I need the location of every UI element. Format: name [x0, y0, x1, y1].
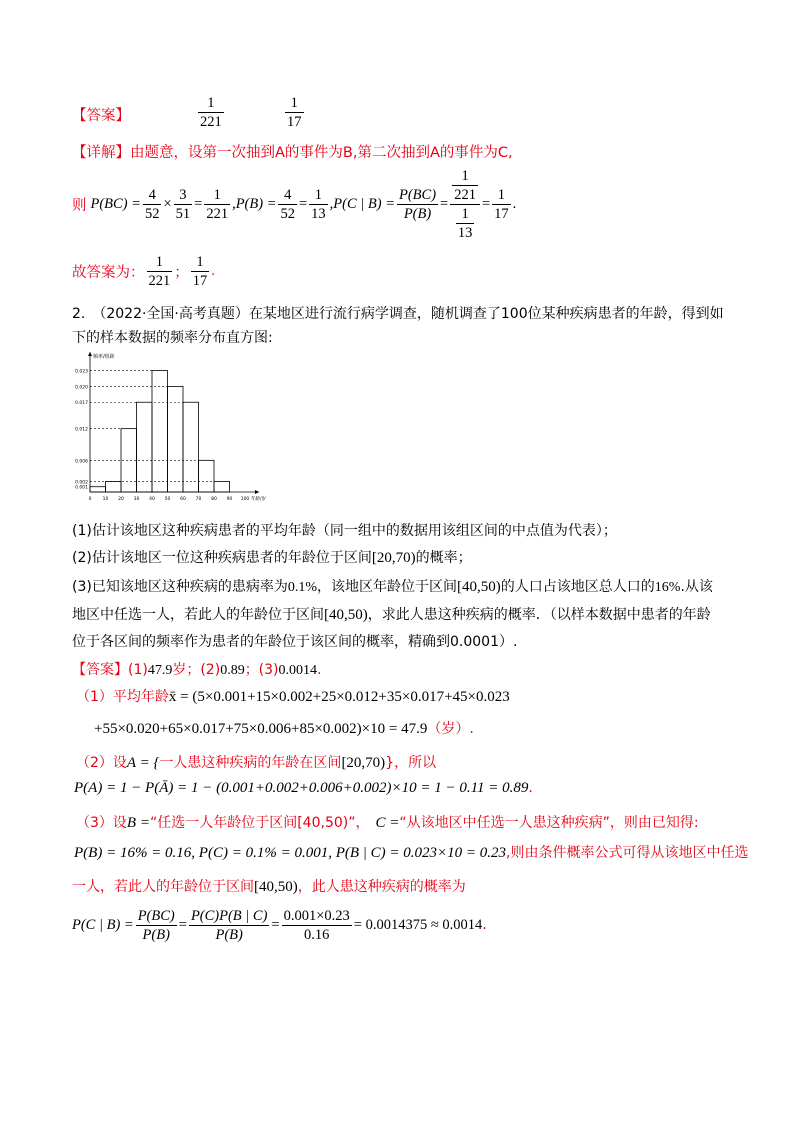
solution-1-line-1 — [76, 686, 510, 706]
histogram-bar — [106, 481, 122, 492]
x-tick-label: 100 — [240, 497, 250, 502]
fraction-denominator: 221 — [148, 272, 171, 289]
solution-2-line-2 — [74, 780, 533, 797]
part3-text: .从该 — [680, 579, 713, 595]
equals-sign: = — [440, 195, 449, 212]
fraction-denominator: 13 — [457, 224, 473, 241]
fraction-denominator: 17 — [494, 205, 509, 222]
fraction-numerator: 1 — [285, 94, 304, 113]
solution-3-line-2 — [74, 842, 748, 862]
event-c: C = — [375, 815, 400, 831]
times-sign: × — [163, 195, 172, 212]
fraction-numerator: 1 — [198, 94, 224, 113]
q2-part-3-line-1 — [72, 576, 713, 596]
fraction-denominator: 221 — [200, 114, 222, 130]
fraction-numerator: 1 — [456, 205, 475, 224]
fraction-denominator: 221 — [206, 205, 229, 222]
answer-probability: 0.89 — [220, 663, 245, 678]
eq-pb: ,P(B) = — [232, 195, 277, 212]
x-tick-label: 10 — [102, 497, 109, 502]
probability-a-expression: P(A) = 1 − P(Ā) = 1 − (0.001+0.002+0.006+0.002)×10 = 1 − 0.11 = 0.89 — [74, 780, 529, 796]
y-tick-label: 0.006 — [75, 459, 88, 465]
fraction-numerator: 1 — [309, 186, 328, 205]
y-tick-label: 0.023 — [75, 369, 88, 375]
y-tick-label: 0.012 — [75, 427, 88, 433]
fraction-denominator: 17 — [192, 272, 208, 289]
histogram-bar — [152, 371, 168, 492]
equals-sign: = — [298, 195, 308, 212]
x-tick-label: 80 — [211, 497, 217, 502]
solution-1-label: （1）平均年龄 — [76, 689, 169, 705]
detail-line — [72, 141, 513, 162]
interval-20-70: [20,70) — [341, 755, 386, 771]
fraction-numerator: 1 — [191, 253, 210, 272]
fraction-numerator: P(C)P(B | C) — [190, 907, 268, 924]
event-b-desc: “任选一人年龄位于区间[40,50)”， — [149, 815, 370, 831]
answer-fraction-2 — [283, 94, 306, 131]
detail-label: 【详解】 — [72, 145, 130, 161]
final-label: 故答案为： — [72, 264, 145, 281]
equals-sign: = — [271, 916, 280, 933]
fraction-numerator: 1 — [147, 253, 173, 272]
interval-40-50: [40,50) — [457, 579, 501, 595]
fraction-denominator: 221 — [454, 186, 476, 203]
event-a-end: }，所以 — [385, 755, 437, 771]
disease-rate: 0.1% — [287, 580, 318, 595]
fraction-denominator: P(B) — [215, 926, 243, 943]
histogram-bar — [90, 487, 106, 492]
histogram-bar — [199, 460, 215, 492]
y-tick-label: 0.002 — [75, 480, 88, 486]
semicolon: ； — [174, 264, 189, 281]
event-b: B = — [126, 815, 150, 831]
period: . — [211, 262, 215, 279]
part2-text: (2)估计该地区一位这种疾病患者的年龄位于区间 — [72, 550, 372, 566]
x-tick-label: 30 — [133, 497, 140, 502]
part2-text-end: 的概率； — [415, 550, 472, 566]
then-word: 则 — [72, 197, 87, 214]
q2-part-3-line-2 — [72, 604, 711, 624]
histogram-bar — [137, 402, 153, 492]
fraction-denominator: P(B) — [142, 926, 170, 943]
solution-2-label: （2）设 — [76, 755, 127, 771]
x-tick-label: 0 — [88, 497, 92, 502]
answer-label: 【答案】 — [72, 662, 128, 678]
answer-mean-age: 47.9 — [147, 663, 173, 678]
fraction-numerator: 4 — [143, 186, 162, 205]
eq-lhs: P(C | B) = — [72, 916, 134, 933]
answer-fraction-1 — [196, 94, 226, 131]
x-tick-label: 50 — [164, 497, 171, 502]
equals-sign: = — [481, 195, 491, 212]
fraction-numerator: 0.001×0.23 — [283, 907, 350, 924]
x-tick-label: 20 — [118, 497, 124, 502]
x-axis-arrow — [255, 490, 259, 494]
conditional-probability-equation — [72, 902, 487, 948]
event-c-desc: “从该地区中任选一人患这种疾病”，则由已知得: — [399, 815, 699, 831]
equals-sign: = — [178, 916, 187, 933]
mean-age-expression: x̄ = (5×0.001+15×0.002+25×0.012+35×0.017+45×0.023 — [168, 689, 510, 705]
y-tick-label: 0.020 — [75, 385, 88, 391]
x-tick-label: 60 — [180, 497, 186, 502]
interval-40-50: [40,50) — [254, 879, 298, 895]
period: . — [482, 917, 487, 933]
interval-20-70: [20,70) — [371, 550, 416, 566]
fraction-numerator: P(BC) — [137, 907, 175, 924]
fraction-numerator: 3 — [174, 186, 193, 205]
x-tick-label: 40 — [149, 497, 155, 502]
answer-part: 岁；(2) — [172, 662, 221, 678]
x-tick-label: 90 — [226, 497, 233, 502]
fraction-denominator: 0.16 — [304, 926, 330, 943]
part3-text: (3)已知该地区这种疾病的患病率为 — [72, 579, 288, 595]
given-probabilities: P(B) = 16% = 0.16, P(C) = 0.1% = 0.001, P(B | C) = 0.023×10 = 0.23 — [74, 845, 507, 861]
q2-answer-line — [72, 659, 321, 679]
solution-1-line-2 — [94, 718, 474, 738]
equals-sign: = — [194, 195, 203, 212]
q2-part-1: (1)估计该地区这种疾病患者的平均年龄（同一组中的数据用该组区间的中点值为代表）； — [72, 523, 617, 539]
compound-fraction — [450, 167, 480, 242]
event-a-desc: 一人患这种疾病的年龄在区间 — [159, 755, 342, 771]
part3-text: 地区中任选一人，若此人的年龄位于区间 — [72, 607, 324, 623]
mean-age-expression-cont: +55×0.020+65×0.017+75×0.006+85×0.002)×10 = 47.9 — [94, 721, 428, 737]
histogram-bar — [183, 402, 199, 492]
part3-text: ，该地区年龄位于区间 — [317, 579, 458, 595]
event-a: A = { — [126, 755, 160, 771]
population-percent: 16% — [654, 580, 681, 595]
histogram-bar — [214, 481, 230, 492]
probability-equation — [72, 168, 516, 240]
fraction-denominator: 52 — [280, 205, 295, 222]
fraction-denominator: 17 — [287, 114, 302, 130]
period: . — [512, 195, 517, 212]
eq-pcb: ,P(C | B) = — [329, 195, 395, 212]
q2-intro-line-2: 下的样本数据的频率分布直方图: — [72, 330, 273, 346]
solution-3-line-1 — [76, 812, 699, 832]
answer-part: (1) — [128, 662, 148, 678]
fraction-denominator: 51 — [175, 205, 191, 222]
answer-part: ；(3) — [244, 662, 279, 678]
solution-3-text: ，此人患这种疾病的概率为 — [297, 879, 466, 895]
solution-2-line-1 — [76, 752, 436, 772]
part3-text: ，求此人患这种疾病的概率．（以样本数据中患者的年龄 — [367, 607, 711, 623]
solution-3-text: ,则由条件概率公式可得从该地区中任选 — [506, 845, 749, 861]
x-tick-label: 70 — [195, 497, 202, 502]
final-result: = 0.0014375 ≈ 0.0014 — [353, 916, 483, 933]
fraction-denominator: P(B) — [403, 205, 432, 222]
fraction-denominator: 52 — [144, 205, 160, 222]
eq-pbc: P(BC) = — [90, 195, 141, 212]
age-unit: （岁）. — [427, 721, 474, 737]
answer-conditional-probability: 0.0014 — [278, 663, 318, 678]
answer-label: 【答案】 — [72, 108, 130, 124]
fraction-denominator: 13 — [311, 205, 326, 222]
interval-40-50: [40,50) — [324, 607, 368, 623]
fraction-numerator: 1 — [452, 167, 478, 186]
detail-text: 由题意，设第一次抽到A的事件为B,第二次抽到A的事件为C, — [130, 145, 513, 161]
q2-part-3-line-3: 位于各区间的频率作为患者的年龄位于该区间的概率，精确到0.0001）. — [72, 634, 518, 650]
fraction-numerator: P(BC) — [399, 186, 437, 203]
x-axis-label: 年龄/岁 — [251, 497, 267, 502]
y-tick-label: 0.017 — [75, 401, 88, 407]
y-axis-arrow — [88, 352, 92, 356]
fraction-numerator: 1 — [204, 186, 230, 205]
fraction-numerator: 1 — [492, 186, 511, 205]
period: . — [317, 662, 322, 678]
y-axis-label: 频率/组距 — [93, 354, 115, 360]
part3-text: 的人口占该地区总人口的 — [500, 579, 655, 595]
solution-3-line-3 — [72, 876, 466, 896]
solution-3-label: （3）设 — [76, 815, 127, 831]
frequency-histogram — [72, 350, 272, 502]
solution-3-text: 一人，若此人的年龄位于区间 — [72, 879, 254, 895]
q2-part-2 — [72, 547, 472, 567]
final-answer-line — [72, 250, 215, 292]
period: . — [528, 780, 533, 796]
fraction-numerator: 4 — [278, 186, 297, 205]
y-tick-label: 0.001 — [75, 485, 88, 491]
q2-intro-line-1: 2. （2022·全国·高考真题）在某地区进行流行病学调查，随机调查了100位某种疾病患者的年龄，得到如 — [72, 306, 724, 322]
